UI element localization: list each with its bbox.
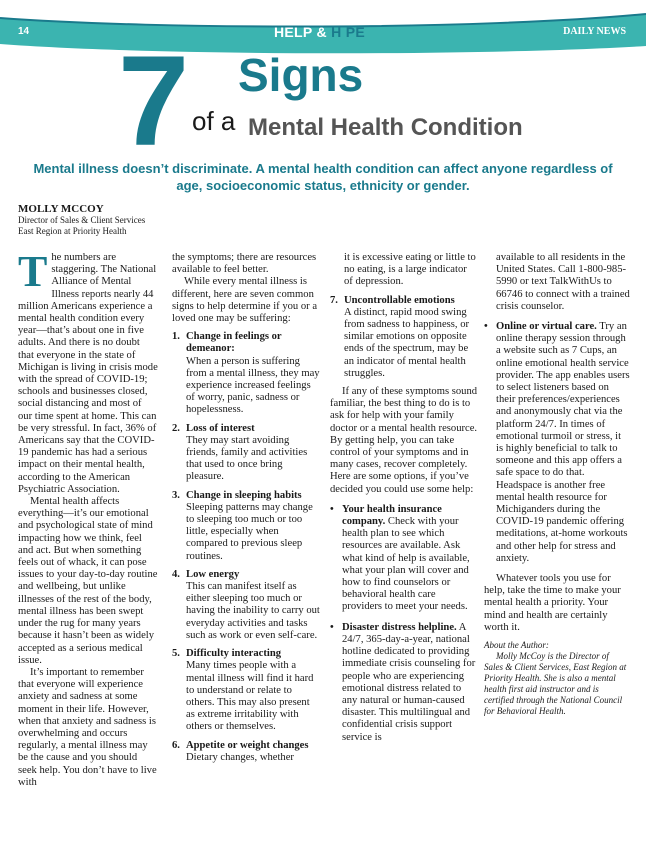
sign-item (172, 331, 320, 416)
author-name: MOLLY MCCOY (18, 203, 104, 215)
item-text: They may start avoiding friends, family and activities that used to once bring pleasure. (186, 434, 308, 483)
item-text: A distinct, rapid mood swing from sadness to happiness, or similar emotions on opposite ends of the spectrum, may be an indicator of mental health struggles. (344, 306, 470, 379)
paragraph: Mental health affects everything—it’s our emotional and psychological state of mind impacting how we think, feel and act. But when something feels out of whack, it can pose issues to your day-to-day routine and wellbeing, but unlike illnesses of the rest of the body, mental illness has been swept under the rug for many years because it hasn’t been as widely accepted as a serious medical issue. (18, 496, 158, 666)
sign-item (172, 648, 320, 733)
bullet-icon: • (484, 321, 488, 333)
title-of-a: of a (192, 106, 236, 136)
sign-item (172, 740, 320, 764)
byline (18, 204, 218, 237)
bullet-text: Try an online therapy session through a website such as 7 Cups, an online emotional health service provider. The app enables users to select listeners based on their preferences/experiences and anonymously chat via the platform 24/7. In times of emotional turmoil or stress, it is highly beneficial to talk to someone and this app offers a safe space to do that. Headspace is another free mental health resource for Michiganders during the COVID-19 pandemic offering meditations, at-home workouts and other help for stress and anxiety. (496, 321, 630, 564)
bullet-title: Your health insurance company. (342, 503, 442, 528)
bullet-title: Disaster distress helpline. (342, 621, 457, 633)
item-title: Change in feelings or demeanor: (186, 331, 282, 355)
about-text: Molly McCoy is the Director of Sales & Client Services, East Region at Priority Health. She is also a mental health first aid instructor and is certified through the National Council for Behavioral Health. (484, 651, 627, 717)
bullet-icon: • (330, 621, 334, 633)
bullet-icon: • (330, 503, 334, 515)
title-condition: Mental Health Condition (248, 114, 523, 141)
item-title: Low energy (186, 568, 240, 580)
sign-item (172, 490, 320, 563)
item-title: Appetite or weight changes (186, 739, 309, 751)
paragraph (18, 247, 158, 496)
paragraph: the symptoms; there are resources available to feel better. (172, 252, 317, 276)
title-signs: Signs (238, 49, 364, 101)
publication-name: DAILY NEWS (563, 26, 626, 37)
paragraph: It’s important to remember that everyone will experience anxiety and sadness at some moment in their life. However, when that anxiety and sadness is overwhelming and occurs regularly, a mental illness may be the cause and you should seek help. You don’t have to live with (18, 666, 157, 788)
bullet-title: Online or virtual care. (496, 321, 597, 333)
item-title: Change in sleeping habits (186, 489, 302, 501)
column-1 (18, 247, 158, 789)
item-title: Uncontrollable emotions (344, 294, 455, 306)
resource-bullet (330, 504, 478, 614)
about-author (484, 640, 630, 717)
sign-item (172, 569, 320, 642)
paragraph: it is excessive eating or little to no eating, is a large indicator of depression. (344, 252, 476, 288)
item-text: Sleeping patterns may change to sleeping too much or too little, especially when compared to previous sleep routines. (186, 501, 313, 562)
brand-help: HELP & (274, 24, 327, 40)
page-number: 14 (18, 26, 30, 37)
item-number: 4. (172, 568, 180, 580)
item-title: Difficulty interacting (186, 648, 282, 660)
sign-item (172, 423, 320, 484)
column-2 (172, 252, 320, 764)
bullet-text: Check with your health plan to see which resources are available. Ask what kind of help is available, what your plan will cover and how to find counselors or behavioral health care providers to meet your needs. (342, 516, 470, 613)
drop-cap: T (18, 247, 48, 296)
column-3 (330, 252, 478, 744)
item-number: 7. (330, 294, 338, 306)
item-number: 1. (172, 331, 180, 343)
bullet-text: A 24/7, 365-day-a-year, national hotline dedicated to providing immediate crisis counseling for people who are experiencing emotional distress related to any natural or human-caused disaster. This multilingual and confidential crisis support service is (342, 621, 476, 743)
about-heading: About the Author: (484, 640, 549, 651)
item-number: 3. (172, 489, 180, 501)
item-text: Dietary changes, whether (186, 751, 294, 763)
item-text: Many times people with a mental illness will find it hard to understand or relate to others. This may also present as extreme irritability with others or themselves. (186, 660, 314, 733)
item-title: Loss of interest (186, 422, 255, 434)
item-number: 2. (172, 422, 180, 434)
sign-item (330, 295, 478, 380)
resource-bullet (330, 622, 478, 744)
item-text: This can manifest itself as either sleeping too much or having the inability to carry out everyday activities and tasks such as work or even self-care. (186, 581, 320, 641)
author-org: East Region at Priority Health (18, 226, 127, 236)
paragraph-text: he numbers are staggering. The National Alliance of Mental Illness reports nearly 44 million Americans experience a mental health condition every year—that’s about one in five adults. And there is no doubt that everyone in the state of Michigan is living in crisis mode with the spread of COVID-19; schools and businesses closed, social distancing and most of our time spent at home. This can be very stressful. In fact, 36% of Americans say that the COVID-19 pandemic has had a serious impact on their mental health, according to the American Psychiatric Association. (18, 252, 158, 495)
paragraph: If any of these symptoms sound familiar, the best thing to do is to ask for help with your family doctor or a mental health resource. By getting help, you can take control of your symptoms and in many cases, recover completely. Here are some options, if you’ve decided you could use some help: (330, 386, 478, 495)
column-4 (484, 252, 630, 717)
author-role: Director of Sales & Client Services (18, 215, 146, 225)
brand-logo (274, 24, 365, 40)
paragraph: While every mental illness is different, here are seven common signs to help determine if you or a loved one may be suffering: (172, 276, 318, 325)
resource-bullet (484, 321, 630, 565)
paragraph: available to all residents in the United States. Call 1-800-985-5990 or text TalkWithUs to 66746 to connect with a trained crisis counselor. (496, 252, 630, 312)
brand-hope: H PE (331, 24, 365, 40)
article-deck: Mental illness doesn’t discriminate. A mental health condition can affect anyone regardless of age, socioeconomic status, ethnicity or gender. (33, 161, 613, 193)
item-text: When a person is suffering from a mental illness, they may experience increased feelings of worry, panic, sadness or hopelessness. (186, 355, 320, 416)
item-number: 5. (172, 648, 180, 660)
paragraph: Whatever tools you use for help, take the time to make your mental health a priority. Your mind and health are certainly worth it. (484, 573, 621, 633)
title-number: 7 (118, 30, 190, 173)
header-banner (0, 0, 646, 54)
item-number: 6. (172, 739, 180, 751)
